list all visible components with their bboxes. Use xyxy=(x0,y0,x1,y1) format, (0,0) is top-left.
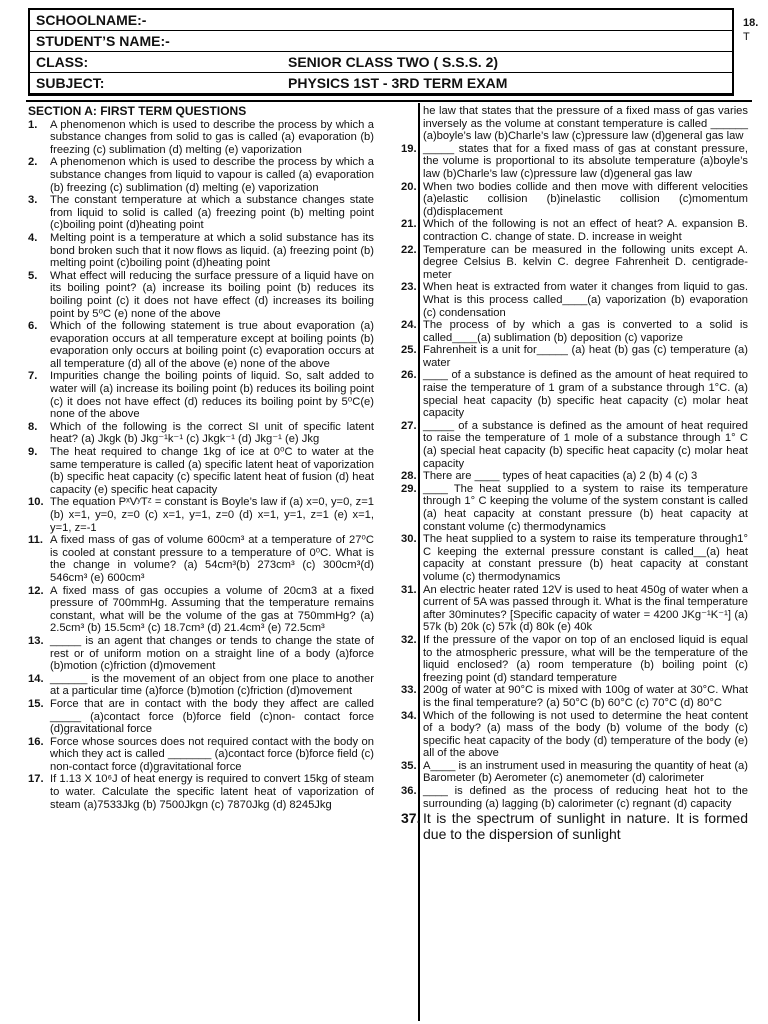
question-item xyxy=(27,736,374,774)
question-item xyxy=(400,634,748,684)
question-number: 21. xyxy=(401,218,417,231)
question-item xyxy=(400,105,748,143)
question-text: ____ The heat supplied to a system to raise its temperature through 1° C keeping the volume of the system constant is called (a) heat capacity at constant pressure (b) heat capacity at constant volume (c) thermodynamics xyxy=(423,482,748,533)
question-text: A fixed mass of gas of volume 600cm³ at a temperature of 27⁰C is cooled at constant pressure to a temperature of 0⁰C. What is the change in volume? (a) 54cm³(b) 273cm³ (c) 300cm³(d) 546cm³ (e) 600cm³ xyxy=(50,534,374,584)
question-number: 35. xyxy=(401,759,417,772)
question-number: 30. xyxy=(401,533,417,546)
question-number: 12. xyxy=(28,584,44,597)
question-number: 5. xyxy=(28,269,38,282)
question-text: Which of the following is not used to determine the heat content of a body? (a) mass of the body (b) volume of the body (c) specific heat capacity of the body (d) temperature of the body (e) all of the above xyxy=(423,709,748,760)
question-item xyxy=(27,585,374,635)
student-name-label: STUDENT’S NAME:- xyxy=(36,33,170,49)
question-text: The equation PˣVʸTᶻ = constant is Boyle’s law if (a) x=0, y=0, z=1 (b) x=1, y=0, z=0 (c) x=1, y=1, z=0 (d) x=1, y=1, z=1 (e) x=1, y=1, z=-1 xyxy=(50,496,374,534)
question-item xyxy=(400,369,748,419)
question-item xyxy=(27,156,374,194)
question-number: 8. xyxy=(28,420,38,433)
question-number: 3. xyxy=(28,194,38,207)
question-number: 37. xyxy=(401,810,421,827)
subject-label: SUBJECT: xyxy=(36,75,105,91)
question-item xyxy=(27,232,374,270)
question-text: Which of the following statement is true about evaporation (a) evaporation occurs at all temperature except at boiling points (b) evaporation only occurs at boiling point (c) evaporation occurs at all temperature (d) all of the above (e) none of the above xyxy=(50,320,374,370)
question-item xyxy=(400,344,748,369)
question-number: 27. xyxy=(401,419,417,432)
question-item xyxy=(400,244,748,282)
question-text: The process of by which a gas is converted to a solid is called____(a) sublimation (b) deposition (c) vaporize xyxy=(423,319,748,344)
question-text: When heat is extracted from water it changes from liquid to gas. What is this process called____(a) vaporization (b) evaporation (c) condensation xyxy=(423,281,748,319)
question-text: 200g of water at 90°C is mixed with 100g of water at 30°C. What is the final temperature? (a) 50°C (b) 60°C (c) 70°C (d) 80°C xyxy=(423,684,748,709)
question-text: _____ is an agent that changes or tends to change the state of rest or of uniform motion on a straight line of a body (a)force (b)motion (c)friction (d)movement xyxy=(50,634,374,673)
question-item xyxy=(27,698,374,736)
question-text: Which of the following is not an effect of heat? A. expansion B. contraction C. change of state. D. increase in weight xyxy=(423,218,748,243)
question-item xyxy=(27,673,374,698)
question-text: What effect will reducing the surface pressure of a liquid have on its boiling point? (a) increase its boiling point (b) reduces its boiling point (c) it does not have effect (d) increases its boiling point by 5⁰C (e) none of the above xyxy=(50,269,374,320)
question-item xyxy=(400,584,748,634)
question-text: There are ____ types of heat capacities (a) 2 (b) 4 (c) 3 xyxy=(423,470,698,483)
question-text: _____ of a substance is defined as the amount of heat required to raise the temperature of 1 mole of a substance through 1° C (a) special heat capacity (b) specific heat capacity (c) molar heat capacity xyxy=(423,419,748,470)
question-number: 20. xyxy=(401,180,417,193)
question-number: 33. xyxy=(401,684,417,697)
question-text: A phenomenon which is used to describe the process by which a substance changes from solid to gas is called (a) evaporation (b) freezing (c) sublimation (d) melting (e) vaporization xyxy=(50,118,374,156)
question-item xyxy=(27,421,374,446)
question-item xyxy=(27,119,374,157)
question-text: _____ states that for a fixed mass of gas at constant pressure, the volume is proportional to its absolute temperature (a)boyle’s law (b)Charle’s law (c)pressure law (d)general gas law xyxy=(423,142,748,180)
header-row-class xyxy=(30,52,732,73)
question-item xyxy=(400,420,748,470)
question-text: ____ of a substance is defined as the amount of heat required to raise the temperature of 1 gram of a substance through 1°C. (a) special heat capacity (b) specific heat capacity (c) molar heat capacity xyxy=(423,369,748,420)
question-number: 32. xyxy=(401,633,417,646)
question-text: If the pressure of the vapor on top of an enclosed liquid is equal to the atmospheric pressure, what will be the temperature of the liquid enclosed? (a) room temperature (b) boiling point (c) freezing point (d) standard temperature xyxy=(423,633,748,684)
question-text: If 1.13 X 10⁶J of heat energy is required to convert 15kg of steam to water. Calculate the specific latent heat of vaporization of steam (a)7533Jkg (b) 7500Jkgn (c) 7870Jkg (d) 8245Jkg xyxy=(50,773,374,811)
header-row-student xyxy=(30,31,732,52)
subject-value: PHYSICS 1ST - 3RD TERM EXAM xyxy=(288,75,508,91)
question-item xyxy=(400,483,748,533)
question-text: ____ is defined as the process of reducing heat hot to the surrounding (a) lagging (b) calorimeter (c) regnant (d) capacity xyxy=(423,785,748,810)
question-text: It is the spectrum of sunlight in nature. It is formed due to the dispersion of sunlight xyxy=(423,810,748,843)
question-number: 23. xyxy=(401,281,417,294)
question-number: 7. xyxy=(28,370,38,383)
question-text: Impurities change the boiling points of liquid. So, salt added to water will (a) increase its boiling point (b) reduces its boiling point (c) it does not have effect (d) reduces its boiling point by 5⁰C(e) none of the above xyxy=(50,370,374,421)
question-item xyxy=(27,635,374,673)
question-item xyxy=(400,810,748,842)
question-text: Temperature can be measured in the following units except A. degree Celsius B. kelvin C. degree Fahrenheit D. centigrade-meter xyxy=(423,243,748,281)
question-number: 31. xyxy=(401,583,417,596)
question-text: Melting point is a temperature at which a solid substance has its bond broken such that it now flows as liquid. (a) freezing point (b) melting point (c)boiling point (d)heating point xyxy=(50,231,374,270)
question-text: Force that are in contact with the body they affect are called _____ (a)contact force (b)force field (c)non- contact force (d)gravitational force xyxy=(50,697,374,736)
question-number: 2. xyxy=(28,156,38,169)
question-number: 4. xyxy=(28,231,38,244)
question-number: 10. xyxy=(28,496,44,509)
question-number: 16. xyxy=(28,735,44,748)
right-margin-number: 18. xyxy=(743,17,759,29)
question-number: 29. xyxy=(401,482,417,495)
question-item xyxy=(400,319,748,344)
question-text: Force whose sources does not required contact with the body on which they act is called _______ (a)contact force (b)force field (c) non-contact force (d)gravitational force xyxy=(50,735,374,773)
left-column xyxy=(27,105,374,811)
question-number: 22. xyxy=(401,243,417,256)
question-text: A____ is an instrument used in measuring the quantity of heat (a) Barometer (b) Aerometer (c) anemometer (d) calorimeter xyxy=(423,759,748,785)
question-number: 19. xyxy=(401,142,417,155)
question-text: A phenomenon which is used to describe the process by which a substance changes from liquid to vapour is called (a) evaporation (b) freezing (c) sublimation (d) melting (e) vaporization xyxy=(50,156,374,194)
question-item xyxy=(27,270,374,320)
question-item xyxy=(400,710,748,760)
question-text: ______ is the movement of an object from one place to another at a particular time (a)force (b)motion (c)friction (d)movement xyxy=(50,672,374,698)
question-item xyxy=(400,684,748,709)
question-text: When two bodies collide and then move with different velocities (a)elastic collision (b)inelastic collision (c)momentum (d)displacement xyxy=(423,180,748,218)
section-top-rule xyxy=(26,100,752,102)
question-text: An electric heater rated 12V is used to heat 450g of water when a current of 5A was passed through it. What is the final temperature after 30minutes? [Specific capacity of water = 4200 JKg⁻¹K⁻¹] (a) 57k (b) 20k (c) 57k (d) 80k (e) 40k xyxy=(423,583,748,634)
question-item xyxy=(400,470,748,483)
question-number: 15. xyxy=(28,697,44,710)
question-item xyxy=(400,181,748,219)
question-number: 9. xyxy=(28,446,38,459)
question-number: 13. xyxy=(28,634,44,647)
question-text: The constant temperature at which a substance changes state from liquid to solid is called (a) freezing point (b) melting point (c)boiling point (d)heating point xyxy=(50,194,374,232)
right-margin-letter: T xyxy=(743,31,750,43)
question-number: 11. xyxy=(28,534,43,547)
question-item xyxy=(400,281,748,319)
question-number: 17. xyxy=(28,773,44,786)
question-number: 34. xyxy=(401,709,417,722)
school-name-label: SCHOOLNAME:- xyxy=(36,12,147,28)
question-number: 25. xyxy=(401,344,417,357)
question-item xyxy=(400,760,748,785)
question-number: 28. xyxy=(401,470,417,483)
question-item xyxy=(27,320,374,370)
header-box xyxy=(28,8,734,96)
header-row-subject xyxy=(30,73,732,93)
question-item xyxy=(400,533,748,583)
question-number: 6. xyxy=(28,320,38,333)
class-value: SENIOR CLASS TWO ( S.S.S. 2) xyxy=(288,54,499,70)
question-item xyxy=(27,496,374,534)
right-margin-fragment xyxy=(743,16,758,44)
question-number: 24. xyxy=(401,319,417,332)
question-number: 36. xyxy=(401,785,417,798)
question-item xyxy=(27,446,374,496)
question-text: The heat required to change 1kg of ice at 0⁰C to water at the same temperature is called (a) specific latent heat of vaporization (b) specific heat capacity (c) specific latent heat of fusion (d) heat capacity (e) specific heat capacity xyxy=(50,446,374,496)
question-item xyxy=(400,785,748,810)
question-item xyxy=(27,773,374,811)
question-text: A fixed mass of gas occupies a volume of 20cm3 at a fixed pressure of 700mmHg. Assuming that the temperature remains constant, what will be the volume of the gas at 750mmHg? (a) 2.5cm³ (b) 15.5cm³ (c) 18.7cm³ (d) 21.4cm³ (e) 72.5cm³ xyxy=(50,584,374,635)
question-item xyxy=(400,218,748,243)
section-a-title: SECTION A: FIRST TERM QUESTIONS xyxy=(28,104,247,118)
question-number: 14. xyxy=(28,672,44,685)
question-number: 1. xyxy=(28,118,38,131)
question-item xyxy=(400,143,748,181)
question-item xyxy=(27,534,374,584)
question-text: Fahrenheit is a unit for_____ (a) heat (b) gas (c) temperature (a) water xyxy=(423,344,748,369)
question-text: he law that states that the pressure of a fixed mass of gas varies inversely as the volume at constant temperature is called ______ (a)boyle’s law (b)Charle’s law (c)pressure law (d)general gas law xyxy=(423,105,748,143)
header-row-school xyxy=(30,10,732,31)
class-label: CLASS: xyxy=(36,54,89,70)
right-column xyxy=(400,105,748,842)
question-text: The heat supplied to a system to raise its temperature through1° C keeping the external pressure constant is called__(a) heat capacity at constant pressure (b) heat capacity at constant volume (c) thermodynamics xyxy=(423,533,748,583)
question-item xyxy=(27,370,374,420)
question-number: 26. xyxy=(401,369,417,382)
question-text: Which of the following is the correct SI unit of specific latent heat? (a) Jkgk (b) Jkg⁻¹k⁻¹ (c) Jkgk⁻¹ (d) Jkg⁻¹ (e) Jkg xyxy=(50,420,374,446)
question-item xyxy=(27,194,374,232)
